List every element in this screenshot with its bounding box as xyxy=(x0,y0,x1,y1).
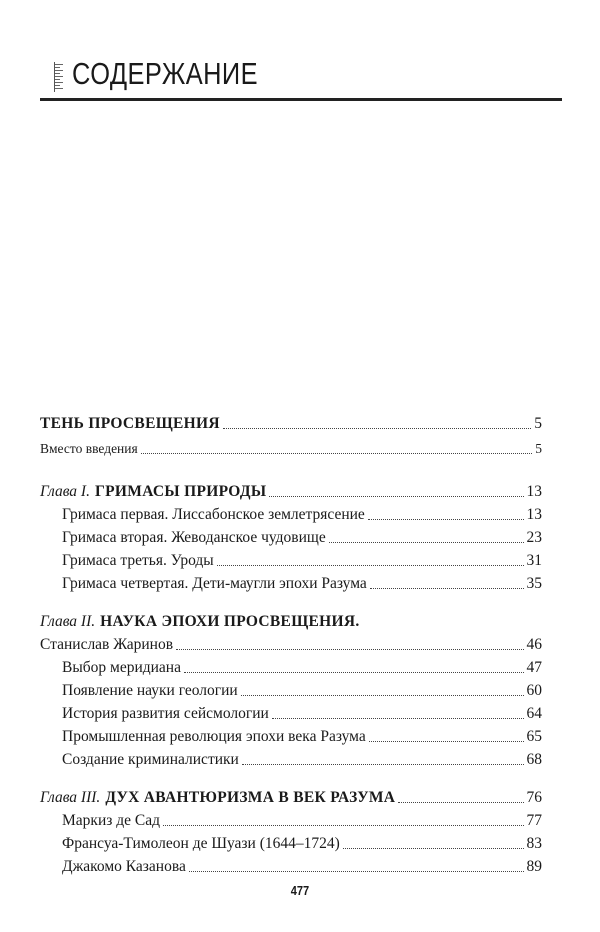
toc-entry-title: Появление науки геологии xyxy=(62,682,238,699)
page-number: 64 xyxy=(526,705,542,722)
page-number: 5 xyxy=(534,415,542,432)
toc-entry-title: Маркиз де Сад xyxy=(62,812,160,829)
toc-author-entry[interactable] xyxy=(40,633,542,655)
toc-chapter-2[interactable] xyxy=(40,610,542,632)
contents-heading xyxy=(40,52,562,102)
dot-leader xyxy=(329,542,524,543)
toc-entry[interactable] xyxy=(62,748,542,770)
toc-part-title: ТЕНЬ ПРОСВЕЩЕНИЯ xyxy=(40,415,220,432)
toc-entry[interactable] xyxy=(62,809,542,831)
dot-leader xyxy=(184,672,524,673)
page-number: 47 xyxy=(526,659,542,676)
dot-leader xyxy=(343,848,524,849)
dot-leader xyxy=(370,588,524,589)
dot-leader xyxy=(176,649,523,650)
page-number: 77 xyxy=(526,812,542,829)
heading-ornament xyxy=(54,62,67,92)
toc-entry-title: Франсуа-Тимолеон де Шуази (1644–1724) xyxy=(62,835,340,852)
toc-entry[interactable] xyxy=(62,855,542,877)
page-number: 83 xyxy=(526,835,542,852)
toc-entry[interactable] xyxy=(62,679,542,701)
dot-leader xyxy=(241,695,524,696)
toc-entry[interactable] xyxy=(62,572,542,594)
page-number: 68 xyxy=(526,751,542,768)
chapter-number: Глава II. xyxy=(40,613,96,630)
toc-chapter-3[interactable] xyxy=(40,786,542,808)
dot-leader xyxy=(269,496,523,497)
toc-entry-title: Создание криминалистики xyxy=(62,751,239,768)
dot-leader xyxy=(163,825,524,826)
toc-chapter-1[interactable] xyxy=(40,480,542,502)
chapter-number: Глава I. xyxy=(40,483,90,500)
page-number: 89 xyxy=(526,858,542,875)
page-number: 35 xyxy=(526,575,542,592)
toc-entry[interactable] xyxy=(62,526,542,548)
page-number: 60 xyxy=(526,682,542,699)
chapter-title: ДУХ АВАНТЮРИЗМА В ВЕК РАЗУМА xyxy=(105,789,396,806)
toc-entry[interactable] xyxy=(62,656,542,678)
toc-entry-title: Гримаса первая. Лиссабонское землетрясение xyxy=(62,506,365,523)
page-number: 5 xyxy=(535,441,542,456)
dot-leader xyxy=(217,565,524,566)
dot-leader xyxy=(398,802,523,803)
toc-entry[interactable] xyxy=(62,503,542,525)
toc-entry-title: Гримаса четвертая. Дети-маугли эпохи Разума xyxy=(62,575,367,592)
author-name: Станислав Жаринов xyxy=(40,636,174,653)
toc-intro-entry[interactable] xyxy=(40,437,542,459)
toc-entry-title: Вместо введения xyxy=(40,441,138,456)
toc-entry[interactable] xyxy=(62,832,542,854)
chapter-title: НАУКА ЭПОХИ ПРОСВЕЩЕНИЯ. xyxy=(100,613,360,630)
page-number: 76 xyxy=(526,789,542,806)
heading-rule xyxy=(40,98,562,101)
toc-entry[interactable] xyxy=(62,549,542,571)
page-number: 65 xyxy=(526,728,542,745)
dot-leader xyxy=(369,741,524,742)
toc-entry-title: Гримаса вторая. Жеводанское чудовище xyxy=(62,529,326,546)
toc-entry-title: Гримаса третья. Уроды xyxy=(62,552,214,569)
page-number: 31 xyxy=(526,552,542,569)
page-number: 46 xyxy=(526,636,542,653)
page-number: 13 xyxy=(526,506,542,523)
toc-entry-title: Промышленная революция эпохи века Разума xyxy=(62,728,366,745)
toc-entry[interactable] xyxy=(62,725,542,747)
page-number: 13 xyxy=(526,483,542,500)
page-folio: 477 xyxy=(290,883,310,898)
page-number: 23 xyxy=(526,529,542,546)
dot-leader xyxy=(223,428,531,429)
page-title: СОДЕРЖАНИЕ xyxy=(72,56,258,91)
dot-leader xyxy=(141,453,533,454)
dot-leader xyxy=(189,871,524,872)
toc-entry-title: Выбор меридиана xyxy=(62,659,181,676)
toc-entry-title: Джакомо Казанова xyxy=(62,858,186,875)
dot-leader xyxy=(272,718,524,719)
dot-leader xyxy=(368,519,524,520)
dot-leader xyxy=(242,764,524,765)
toc-part-entry[interactable] xyxy=(40,412,542,434)
chapter-number: Глава III. xyxy=(40,789,101,806)
toc-entry-title: История развития сейсмологии xyxy=(62,705,269,722)
chapter-title: ГРИМАСЫ ПРИРОДЫ xyxy=(94,483,267,500)
toc-entry[interactable] xyxy=(62,702,542,724)
